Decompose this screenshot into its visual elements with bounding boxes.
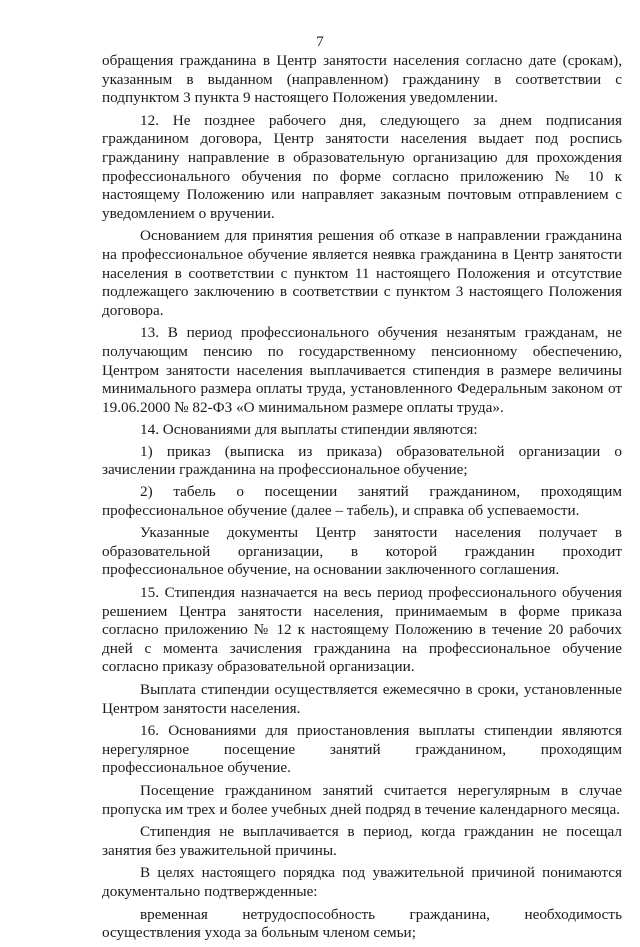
paragraph-temporary-disability: временная нетрудоспособность гражданина, необходимость осуществления ухода за больным членом семьи; [102, 905, 622, 942]
paragraph-payment: Выплата стипендии осуществляется ежемесячно в сроки, установленные Центром занятости населения. [102, 681, 622, 717]
paragraph-item-12: 12. Не позднее рабочего дня, следующего за днем подписания гражданином договора, Центр занятости населения выдает под роспись гражданину направление в образовательную организацию для прохождения профессионального обучения по форме согласно приложению № 10 к настоящему Положению или направляет заказным почтовым отправлением с уведомлением о вручении. [102, 111, 622, 222]
list-item-1: 1) приказ (выписка из приказа) образовательной организации о зачислении гражданина на профессиональное обучение; [102, 442, 622, 479]
paragraph-no-payment: Стипендия не выплачивается в период, когда гражданин не посещал занятия без уважительной причины. [102, 823, 622, 859]
paragraph-irregular-attendance: Посещение гражданином занятий считается нерегулярным в случае пропуска им трех и более учебных дней подряд в течение календарного месяца. [102, 781, 622, 818]
paragraph-continuation: обращения гражданина в Центр занятости населения согласно дате (срокам), указанным в выданном (направленном) гражданину в соответствии с подпунктом 3 пункта 9 настоящего Положения уведомлении. [102, 52, 622, 107]
paragraph-refusal-grounds: Основанием для принятия решения об отказе в направлении гражданина на профессиональное обучение является неявка гражданина в Центр занятости населения в соответствии с пунктом 11 настоящего Положения и отсутствие подлежащего заключению в соответствии с пунктом 3 настоящего Положения договора. [102, 227, 622, 319]
paragraph-item-15: 15. Стипендия назначается на весь период профессионального обучения решением Центра занятости населения, принимаемым в форме приказа согласно приложению № 12 к настоящему Положению в течение 20 рабочих дней с момента зачисления гражданина на профессиональное обучение согласно приказу образовательной организации. [102, 584, 622, 676]
paragraph-item-16: 16. Основаниями для приостановления выплаты стипендии являются нерегулярное посещение занятий гражданином, проходящим профессиональное обучение. [102, 722, 622, 777]
paragraph-documents: Указанные документы Центр занятости населения получает в образовательной организации, в которой гражданин проходит профессиональное обучение, на основании заключенного соглашения. [102, 524, 622, 579]
page-number: 7 [316, 34, 324, 50]
paragraph-item-14: 14. Основаниями для выплаты стипендии являются: [140, 421, 478, 439]
paragraph-item-13: 13. В период профессионального обучения незанятым гражданам, не получающим пенсию по государственному пенсионному обеспечению, Центром занятости населения выплачивается стипендия в размере величины минимального размера оплаты труда, установленного Федеральным законом от 19.06.2000 № 82-ФЗ «О минимальном размере оплаты труда». [102, 324, 622, 416]
list-item-2: 2) табель о посещении занятий гражданином, проходящим профессиональное обучение (далее – табель), и справка об успеваемости. [102, 483, 622, 519]
paragraph-valid-reasons: В целях настоящего порядка под уважительной причиной понимаются документально подтвержденные: [102, 864, 622, 900]
document-body [102, 52, 622, 947]
